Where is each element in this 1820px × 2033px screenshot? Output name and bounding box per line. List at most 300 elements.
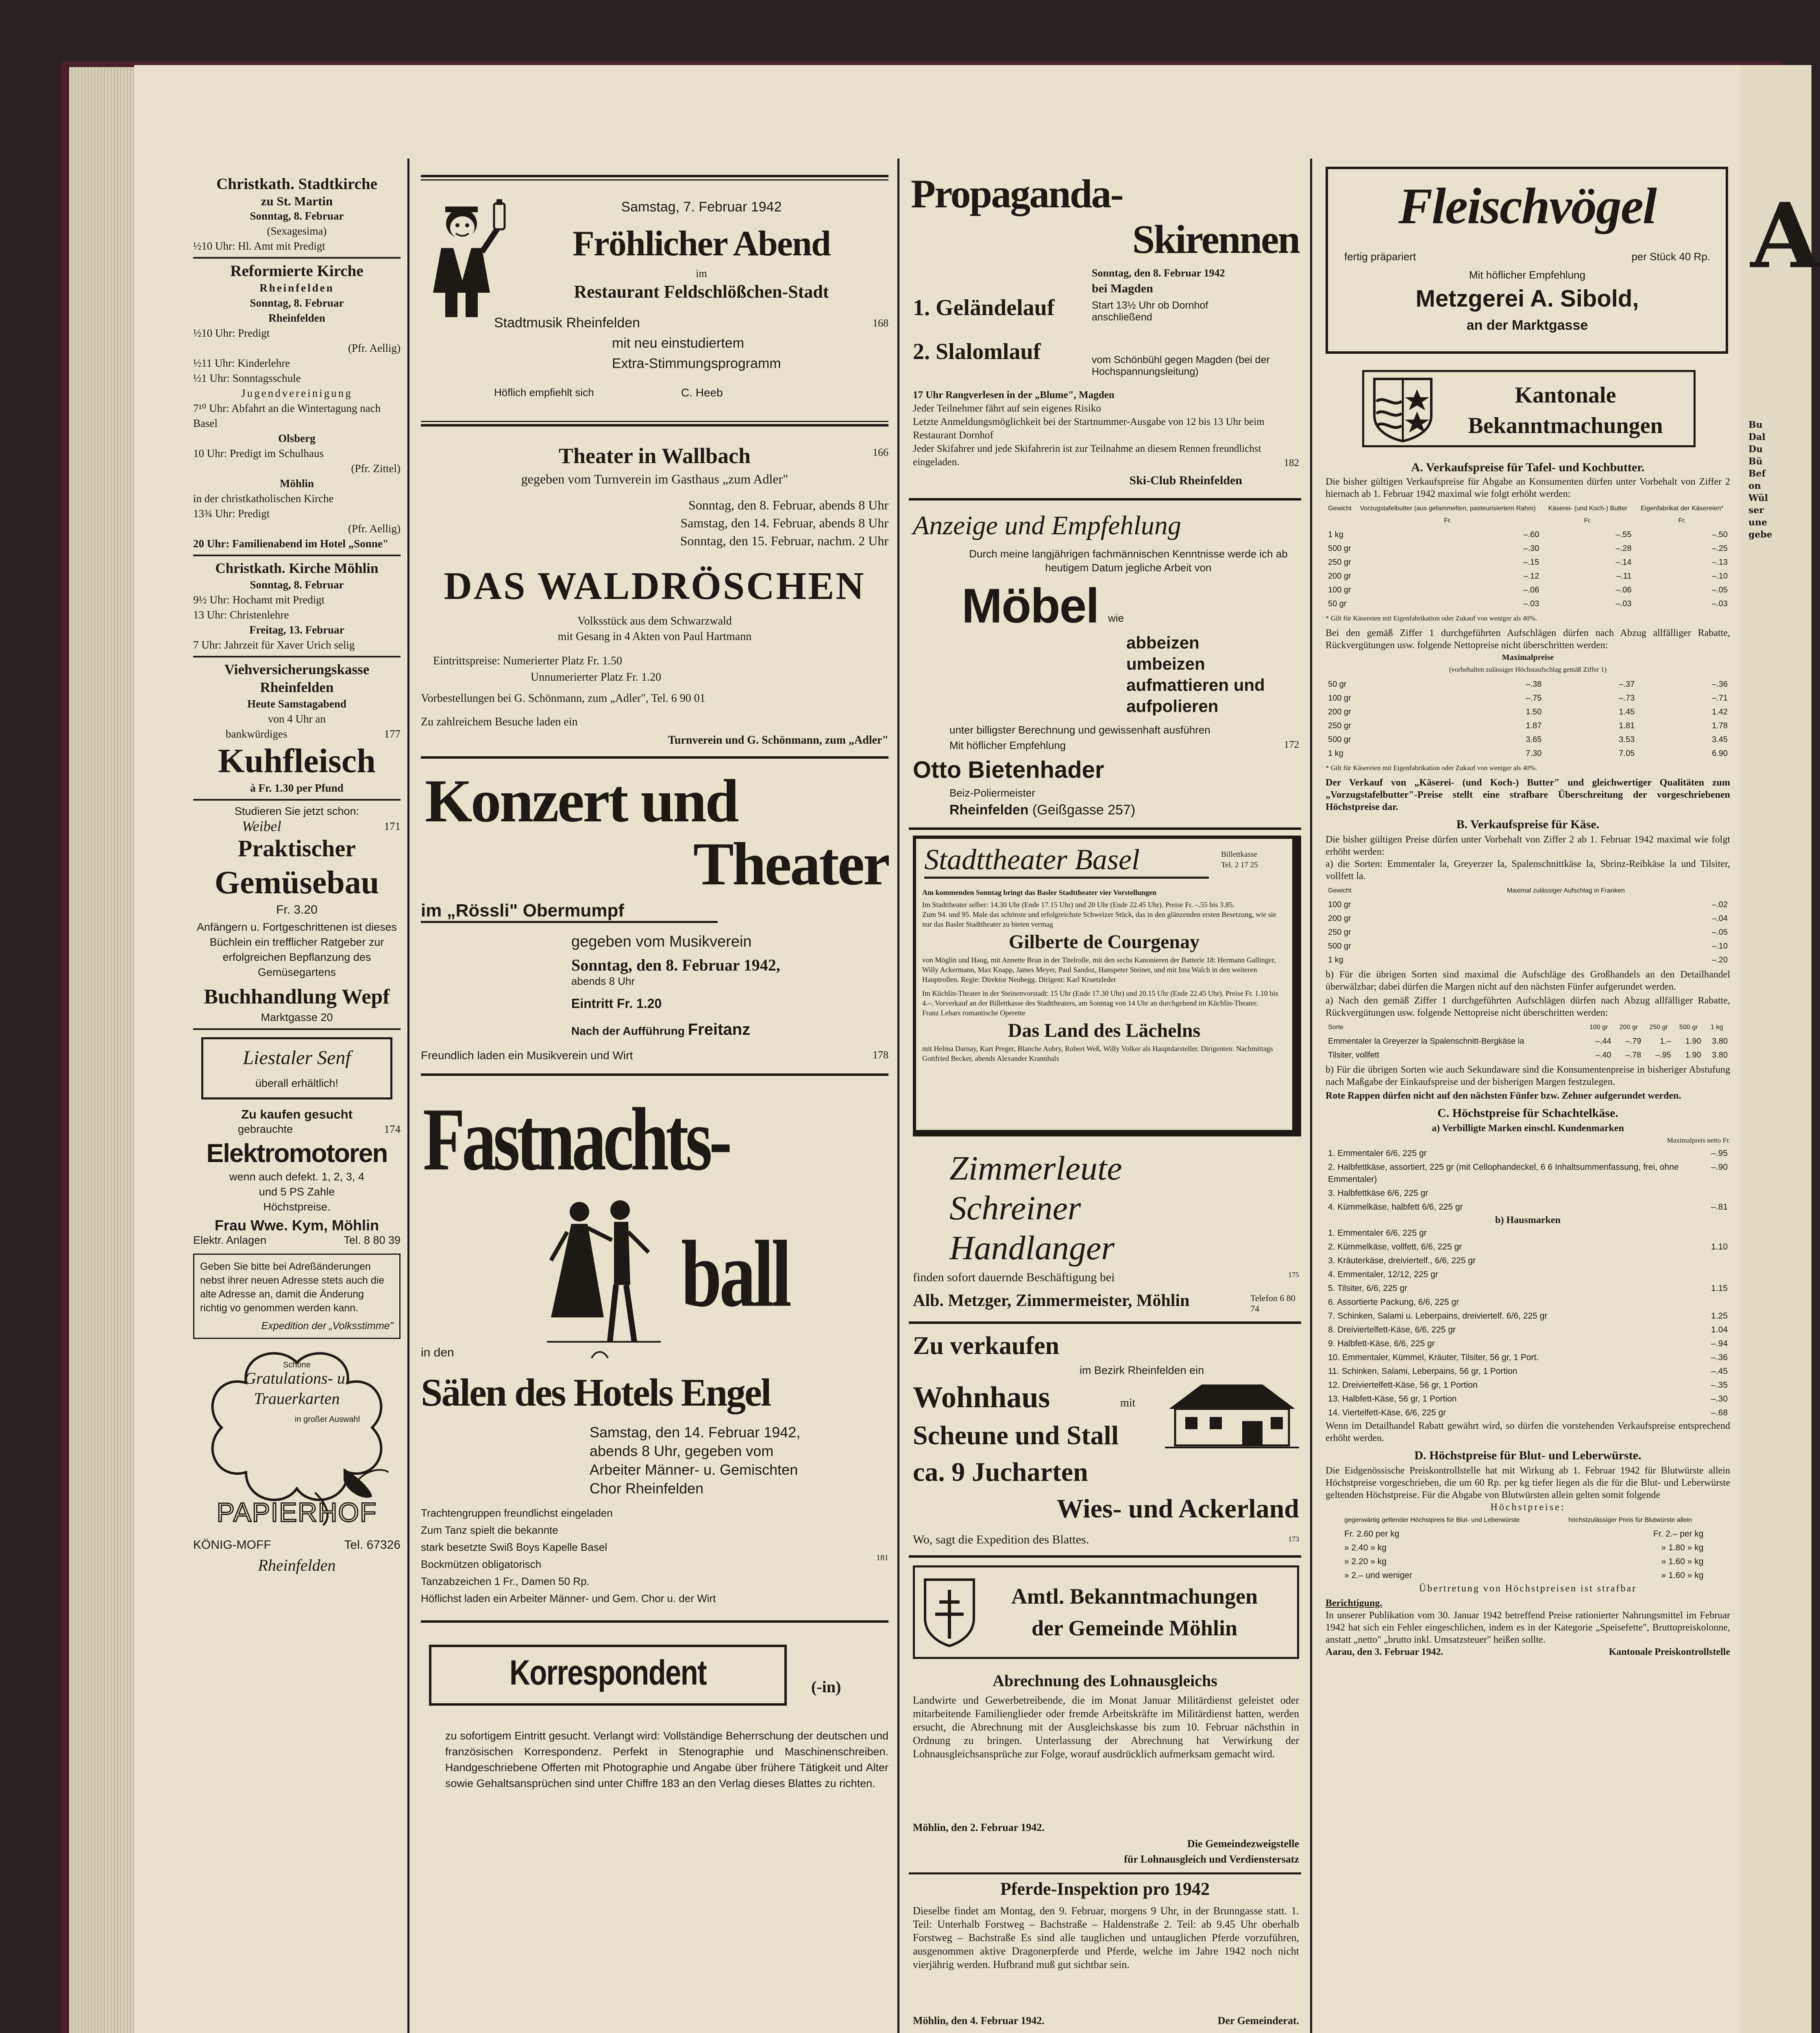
race: 2. Slalomlauf	[913, 339, 1041, 364]
heading: Christkath. Kirche Möhlin	[215, 560, 379, 576]
table-row	[1342, 1541, 1706, 1555]
text-fragment: Du	[1748, 444, 1763, 455]
table-cell: 250 gr	[1328, 558, 1351, 567]
text-fragment: ser	[1748, 505, 1764, 516]
text-line: gegeben vom Turnverein im Gasthaus „zum Adler"	[521, 472, 788, 486]
date: Sonntag, 8. Februar	[250, 210, 344, 222]
table-row	[1326, 1365, 1730, 1378]
table-row	[1326, 1392, 1730, 1406]
dancing-couple-icon	[543, 1195, 661, 1366]
table-header-cell: höchstzulässiger Preis für Blutwürste allein	[1568, 1517, 1692, 1524]
notice-text: Geben Sie bitte bei Adreßänderungen nebst ihrer neuen Adresse stets auch die alte Adresse an, damit die Änderung richtig vo genommen werden kann.	[200, 1261, 385, 1314]
service-line: 13 Uhr: Christenlehre	[193, 609, 289, 621]
table-cell: –.36	[1712, 680, 1728, 689]
table-cell: –.95	[1711, 1149, 1728, 1158]
text-line: abends 8 Uhr	[571, 975, 635, 987]
headline: Liestaler Senf	[243, 1047, 351, 1069]
table-cell: Fr. 2.– per kg	[1653, 1529, 1704, 1539]
text-fragment: Wül	[1748, 493, 1768, 503]
place: Rheinfelden	[268, 312, 325, 324]
price: Fr. 3.20	[276, 903, 318, 916]
ad-number: 172	[1284, 739, 1299, 750]
service-line: ½1 Uhr: Sonntagsschule	[193, 372, 301, 384]
subsection-title: Höchstpreise:	[1490, 1502, 1565, 1513]
table-cell: Tilsiter, vollfett	[1328, 1051, 1379, 1060]
table-cell: –.60	[1523, 530, 1539, 539]
author: Weibel	[242, 818, 281, 834]
table-caption: Maximalpreise	[1502, 653, 1554, 662]
signature: Kantonale Preiskontrollstelle	[1609, 1647, 1730, 1657]
table-cell: –.11	[1616, 572, 1632, 581]
play-title: Gilberte de Courgenay	[1008, 931, 1200, 953]
text-line: gebrauchte	[238, 1123, 293, 1135]
headline: Kuhfleisch	[218, 742, 376, 780]
butcher-ad-box	[1326, 167, 1728, 354]
service-item: umbeizen	[1126, 654, 1205, 673]
brand: PAPIERHOF	[216, 1497, 377, 1527]
job-list	[949, 1149, 1299, 1268]
table-cell: –.75	[1526, 694, 1542, 703]
table-header-row	[1326, 502, 1730, 528]
table-cell: 1.81	[1619, 721, 1635, 730]
facing-page-edge	[1740, 65, 1820, 2033]
text-fragment: Bü	[1748, 456, 1763, 467]
text-line: (-in)	[811, 1678, 841, 1696]
headline: Praktischer	[238, 835, 356, 862]
text-fragments	[1748, 419, 1772, 541]
text-line: Zu kaufen gesucht	[241, 1107, 353, 1121]
price-line: Eintrittspreise: Numerierter Platz Fr. 1.50	[433, 655, 623, 667]
paragraph: Übertretung von Höchstpreisen ist strafbar	[1419, 1583, 1637, 1594]
product: Möbel	[962, 579, 1099, 633]
subsection-title: a) Verbilligte Marken einschl. Kundenmarken	[1432, 1123, 1624, 1134]
table-cell: 13. Halbfett-Käse, 56 gr, 1 Portion	[1328, 1394, 1457, 1404]
table-cell: –.15	[1523, 558, 1539, 567]
table-row	[1326, 939, 1730, 953]
service-item: aufmattieren und	[1126, 675, 1265, 694]
table-cell	[1695, 1226, 1730, 1240]
table-cell: 7.30	[1526, 749, 1542, 758]
text-line: Am kommenden Sonntag bringt das Basler Stadttheater vier Vorstellungen	[922, 888, 1157, 897]
text-fragment: Bu	[1748, 420, 1763, 430]
text-line: überall erhältlich!	[255, 1077, 339, 1089]
table-cell: –.03	[1615, 599, 1632, 608]
table-cell: –.13	[1712, 558, 1728, 567]
table-cell: 1.90	[1685, 1051, 1701, 1060]
ad-number: 173	[1288, 1535, 1299, 1543]
text-line: wie	[1108, 612, 1124, 624]
play-title: Das Land des Lächelns	[1008, 1020, 1201, 1041]
headline: Anzeige und Empfehlung	[913, 511, 1181, 540]
date: Freitag, 13. Februar	[249, 624, 344, 636]
column-rule	[897, 159, 899, 2033]
address: an der Marktgasse	[1466, 318, 1588, 333]
text-line: Schöne	[283, 1360, 311, 1369]
table-row	[1342, 1527, 1706, 1541]
price: à Fr. 1.30 per Pfund	[250, 782, 344, 794]
table-cell: 1.87	[1526, 721, 1542, 730]
table-cell: –.04	[1712, 914, 1728, 923]
service-line: 7¹⁰ Uhr: Abfahrt an die Wintertagung nach Basel	[193, 402, 381, 429]
subsection-title: b) Hausmarken	[1495, 1215, 1561, 1225]
table-cell: –.50	[1712, 530, 1728, 539]
ad-number: 174	[384, 1123, 401, 1135]
text-line: Chor Rheinfelden	[590, 1480, 704, 1497]
text-line: Start 13½ Uhr ob Dornhof anschließend	[1092, 300, 1208, 323]
newspaper-page	[134, 65, 1740, 2033]
firm: Frau Wwe. Kym, Möhlin	[214, 1217, 379, 1234]
divider	[421, 756, 888, 759]
text-line: in den	[421, 1346, 454, 1359]
event-title: Propaganda-	[911, 171, 1123, 216]
table-cell: 9. Halbfett-Käse, 6/6, 225 gr	[1328, 1339, 1435, 1348]
text-line: unter billigster Berechnung und gewissenhaft ausführen	[949, 724, 1210, 736]
table-cell: –.38	[1526, 680, 1542, 689]
event-title: Theater in Wallbach	[558, 444, 751, 468]
headline: Gratulations- u.	[244, 1369, 349, 1387]
table-cell: 1.45	[1619, 707, 1635, 716]
table-row	[1326, 1337, 1730, 1351]
ad-number: 181	[876, 1553, 888, 1562]
date-line: Samstag, den 14. Februar 1942,	[590, 1424, 801, 1441]
address: (Geißgasse 257)	[1032, 802, 1136, 818]
table-cell: –.28	[1615, 544, 1632, 553]
table-cell: 3.65	[1526, 735, 1542, 744]
text-line: Zum Tanz spielt die bekannte	[421, 1524, 558, 1536]
job-item: Schreiner	[949, 1189, 1081, 1227]
table-row	[1326, 912, 1730, 925]
product: Fleischvögel	[1398, 178, 1656, 235]
notice-text: Dieselbe findet am Montag, den 9. Februar, morgens 9 Uhr, in der Brunngasse statt. 1. Teil: Unterhalb Forstweg – Bachstraße – Haldenstraße 2. Teil: ab 9.45 Uhr oberhalb Forstweg – Bachstraße Es sind alle tauglichen und untauglichen Pferde vorzuführen, ausgenommen aktive Dragonerpferde und Pferde, welche im Jahre 1942 noch nicht vierjährig werden. Hufbrand muß gut sichtbar sein.	[913, 1905, 1299, 1970]
race: 1. Geländelauf	[913, 295, 1055, 320]
table-cell: 4. Emmentaler, 12/12, 225 gr	[1328, 1270, 1438, 1279]
church-and-ads-column	[193, 175, 401, 2033]
text-line: Jeder Teilnehmer fährt auf sein eigenes Risiko	[913, 403, 1101, 414]
performance-dates	[543, 496, 888, 550]
paragraph: Wenn im Detailhandel Rabatt gewährt wird, so dürfen die vorstehenden Verkaufspreise entsprechend erhöht werden.	[1326, 1421, 1730, 1443]
table-cell: –.14	[1615, 558, 1632, 567]
table-cell: 3.53	[1619, 735, 1635, 744]
price-regulations	[1326, 459, 1730, 1658]
paragraph: Der Verkauf von „Käserei- (und Koch-) Butter" und gleichwertiger Qualitäten zum „Vorzugstafelbutter"-Preise stellt eine strafbare Überschreitung der vorgeschriebenen Höchstpreise dar.	[1326, 777, 1730, 812]
pastor: (Pfr. Aellig)	[348, 522, 401, 535]
table-cell: –.95	[1655, 1051, 1671, 1060]
date-line: Möhlin, den 4. Februar 1942.	[913, 2015, 1045, 2026]
table-cell: 250 gr	[1328, 721, 1351, 730]
event-title: ball	[681, 1221, 790, 1327]
table-header-cell: 500 gr	[1679, 1024, 1698, 1031]
column-rule	[407, 159, 409, 2033]
text-line: Arbeiter Männer- u. Gemischten	[590, 1461, 798, 1478]
table-row	[1326, 1295, 1730, 1309]
text-line: Heute Samstagabend	[247, 698, 346, 710]
job-item: Zimmerleute	[949, 1149, 1122, 1187]
headline: Amtl. Bekanntmachungen	[1011, 1584, 1258, 1609]
divider	[421, 1073, 888, 1076]
event-title: Fastnachts-	[423, 1089, 729, 1189]
footnote: * Gilt für Käsereien mit Eigenfabrikation oder Zukauf von weniger als 40%.	[1326, 614, 1537, 622]
cheese-net-price-table	[1326, 1021, 1730, 1062]
text-line: Bockmützen obligatorisch	[421, 1558, 542, 1570]
table-row	[1326, 1323, 1730, 1337]
address: Rheinfelden	[949, 802, 1029, 818]
table-row	[1326, 1034, 1730, 1048]
table-cell: 250 gr	[1328, 928, 1351, 937]
price-line: Eintritt Fr. 1.20	[571, 996, 662, 1011]
table-row	[1326, 597, 1730, 611]
table-cell: –.45	[1711, 1367, 1728, 1376]
place: Möhlin	[279, 477, 314, 490]
service-line: Jugendvereinigung	[241, 387, 353, 399]
phone: Telefon 6 80 74	[1250, 1293, 1295, 1314]
table-cell: 200 gr	[1328, 707, 1351, 716]
table-cell: –.02	[1712, 900, 1728, 909]
table-row	[1326, 925, 1730, 939]
table-cell: 100 gr	[1328, 694, 1351, 703]
table-row	[1326, 705, 1730, 719]
official-notice-header	[913, 1565, 1299, 1659]
signature: für Lohnausgleich und Verdienstersatz	[1124, 1853, 1299, 1865]
signature: Freundlich laden ein Musikverein und Wirt	[421, 1049, 633, 1062]
table-cell	[1695, 1295, 1730, 1309]
event-title: Fröhlicher Abend	[573, 224, 830, 263]
description: wenn auch defekt. 1, 2, 3, 4 und 5 PS Zahle Höchstpreise.	[229, 1171, 364, 1213]
table-header-cell: Gewicht	[1328, 505, 1352, 512]
paragraph: Die bisher gültigen Preise dürfen unter Vorbehalt von Ziffer 2 ab 1. Februar 1942 maximal wie folgt erhöht werden:	[1326, 834, 1730, 857]
table-cell: 1.42	[1712, 707, 1728, 716]
sausage-price-table	[1342, 1513, 1706, 1582]
text-line: mit Gesang in 4 Akten von Paul Hartmann	[557, 630, 752, 643]
divider	[193, 1028, 401, 1030]
subheading: Rheinfelden	[259, 282, 334, 294]
phone: Tel. 8 80 39	[344, 1234, 401, 1246]
table-row	[1326, 953, 1730, 967]
table-row	[1342, 1569, 1706, 1582]
service-line: 7 Uhr: Jahrzeit für Xaver Urich selig	[193, 639, 355, 651]
table-header-cell: Maximal zulässiger Aufschlag in Franken	[1507, 887, 1625, 894]
table-header-row	[1326, 884, 1730, 898]
text-line: mit	[1120, 1397, 1136, 1409]
table-cell: 12. Dreiviertelfett-Käse, 56 gr, 1 Portion	[1328, 1380, 1478, 1390]
table-row	[1326, 719, 1730, 733]
table-row	[1326, 898, 1730, 912]
phone: Tel. 2 17 25	[1221, 861, 1258, 869]
table-cell: » 1.60 » kg	[1661, 1571, 1704, 1580]
papierhof-ad	[193, 1346, 401, 1586]
date-line: Aarau, den 3. Februar 1942.	[1326, 1647, 1443, 1657]
headline: Zu verkaufen	[913, 1332, 1059, 1360]
table-cell: 1.90	[1685, 1037, 1701, 1046]
table-cell: » 1.60 » kg	[1661, 1557, 1704, 1566]
job-title: Korrespondent	[509, 1653, 707, 1692]
table-cell: –.78	[1625, 1051, 1641, 1060]
text-line: Jeder Skifahrer und jede Skifahrerin ist zur Teilnahme an diesem Rennen freundlichst eingeladen.	[913, 443, 1261, 468]
section-title: B. Verkaufspreise für Käse.	[1456, 818, 1600, 831]
event-title: Konzert und	[425, 767, 738, 835]
text-line: Mit höflicher Empfehlung	[1469, 269, 1586, 281]
table-cell: –.37	[1619, 680, 1635, 689]
play-title: DAS WALDRÖSCHEN	[444, 564, 866, 607]
heading: Reformierte Kirche	[230, 262, 364, 280]
table-cell: 200 gr	[1328, 914, 1351, 923]
table-cell: –.73	[1619, 694, 1635, 703]
table-header-cell: 100 gr	[1589, 1024, 1608, 1031]
table-cell: –.03	[1712, 599, 1728, 608]
table-row	[1326, 1406, 1730, 1420]
text-line: fertig präpariert	[1344, 250, 1416, 263]
table-cell: 1.78	[1712, 721, 1728, 730]
address: Marktgasse 20	[261, 1011, 333, 1023]
table-cell: –.36	[1711, 1353, 1728, 1362]
table-row	[1326, 528, 1730, 542]
paragraph: Rote Rappen dürfen nicht auf den nächsten Fünfer bzw. Zehner aufgerundet werden.	[1326, 1091, 1681, 1101]
table-cell: 50 gr	[1328, 599, 1347, 608]
table-row	[1326, 1351, 1730, 1365]
section-title: C. Höchstpreise für Schachtelkäse.	[1437, 1106, 1618, 1120]
text-line: Tanzabzeichen 1 Fr., Damen 50 Rp.	[421, 1575, 590, 1587]
table-cell: –.35	[1711, 1380, 1728, 1390]
phone: Tel. 67326	[344, 1538, 401, 1552]
text-line: Extra-Stimmungsprogramm	[612, 356, 781, 371]
text-line: 17 Uhr Rangverlesen in der „Blume", Magden	[913, 390, 1115, 401]
address-change-notice	[193, 1254, 401, 1339]
text-line: mit Helma Darnay, Kurt Preger, Blanche Aubry, Robert Weß, Willy Volker als Hauptdarsteller. Dirigenten: Nachmittags Gottfried Becker, abends Alexander Krannhals	[922, 1045, 1273, 1062]
table-cell: 100 gr	[1328, 586, 1351, 594]
table-row	[1326, 1200, 1730, 1214]
text-line: Wo, sagt die Expedition des Blattes.	[913, 1533, 1089, 1546]
table-header: Maximalpreis netto Fr.	[1667, 1136, 1730, 1144]
text-line: Zu zahlreichem Besuche laden ein	[421, 716, 578, 728]
table-cell: » 2.– und weniger	[1344, 1571, 1412, 1580]
senf-ad-box	[201, 1037, 392, 1099]
text-line: Durch meine langjährigen fachmännischen Kenntnisse werde ich ab heutigem Datum jegliche Arbeit von	[969, 548, 1288, 574]
table-cell: 2. Halbfettkäse, assortiert, 225 gr (mit Cellophandeckel, 6 6 Inhaltsummenfassung, frei, ohne Emmentaler)	[1328, 1162, 1679, 1184]
date: Sonntag, 8. Februar	[250, 297, 344, 309]
house-brand-table	[1326, 1226, 1730, 1420]
table-row	[1326, 1160, 1730, 1186]
text-line: Im Küchlin-Theater in der Steinenvorstadt: 15 Uhr (Ende 17.30 Uhr) und 20.15 Uhr (Ende 22.45 Uhr). Preise Fr. 1.10 bis 4.–. Vorverkauf an der Billettkasse des Stadttheaters, am Sonntag von 14 Uhr an durchgehend im Küchlin-Theater.	[922, 989, 1278, 1007]
table-cell: –.81	[1711, 1202, 1728, 1212]
table-cell: 100 gr	[1328, 900, 1351, 909]
divider	[909, 827, 1301, 830]
table-row	[1326, 583, 1730, 597]
table-row	[1326, 542, 1730, 555]
owner: Otto Bietenhader	[913, 757, 1104, 783]
table-cell: 1. Emmentaler 6/6, 225 gr	[1328, 1149, 1427, 1158]
table-header-cell: Sorte	[1328, 1024, 1344, 1031]
section-title: A. Verkaufspreise für Tafel- und Kochbutter.	[1411, 461, 1645, 474]
ads-column	[909, 173, 1301, 2033]
table-cell: –.40	[1595, 1051, 1611, 1060]
headline: Wies- und Ackerland	[1056, 1494, 1299, 1524]
notice-title: Abrechnung des Lohnausgleichs	[993, 1672, 1217, 1690]
headline: Wohnhaus	[913, 1381, 1050, 1414]
text-line: von 4 Uhr an	[268, 713, 326, 725]
divider	[909, 1872, 1301, 1874]
table-row	[1326, 1378, 1730, 1392]
text-line: Im Stadttheater selber: 14.30 Uhr (Ende 17.15 Uhr) und 20 Uhr (Ende 22.45 Uhr). Preise Fr. –.55 bis 3.85.	[922, 901, 1234, 909]
theater-ad-box	[913, 836, 1301, 1136]
text-line: Elektr. Anlagen	[193, 1234, 267, 1246]
text-line: bankwürdiges	[226, 728, 287, 740]
table-cell: –.90	[1711, 1162, 1728, 1172]
headline: Trauerkarten	[254, 1389, 340, 1408]
ad-number: 171	[384, 820, 401, 832]
ad-number: 166	[873, 446, 888, 458]
butter-price-table	[1326, 502, 1730, 611]
table-cell: 2. Kümmelkäse, vollfett, 6/6, 225 gr	[1328, 1242, 1462, 1252]
ski-details	[913, 388, 1299, 469]
firm: Metzgerei A. Sibold,	[1415, 285, 1639, 312]
table-row	[1326, 747, 1730, 760]
venue: Restaurant Feldschlößchen-Stadt	[574, 282, 829, 302]
table-cell: 1 kg	[1328, 956, 1343, 964]
headline: ca. 9 Jucharten	[913, 1457, 1088, 1487]
table-cell: 8. Dreiviertelfett-Käse, 6/6, 225 gr	[1328, 1325, 1456, 1334]
divider	[193, 257, 401, 259]
table-cell: Fr. 2.60 per kg	[1344, 1529, 1400, 1539]
service-line: in der christkatholischen Kirche	[193, 492, 334, 505]
divider	[909, 1321, 1301, 1324]
table-cell	[1709, 1186, 1730, 1200]
table-cell: 1.25	[1711, 1311, 1728, 1321]
table-row	[1326, 1254, 1730, 1268]
text-line: Beiz-Poliermeister	[949, 787, 1035, 799]
notice-text: Landwirte und Gewerbetreibende, die im Monat Januar Militärdienst geleistet oder mitarbeitende Familienglieder oder fremde Arbeitskräfte im Militärdienst hatten, werden ersucht, die Abrechnung mit der Ausgleichskasse bis zum 10. Februar nächsthin in Ordnung zu bringen. Unterlassung der Abrechnung hat Verwirkung der Lohnausgleichsansprüche zur Folge, worauf ausdrücklich aufmerksam gemacht wird.	[913, 1694, 1299, 1760]
events-column	[421, 175, 888, 2033]
table-cell: –.06	[1523, 586, 1539, 594]
divider	[193, 799, 401, 801]
headline: Kantonale	[1515, 383, 1616, 408]
ad-number: 175	[1288, 1271, 1299, 1279]
service-line: 13¾ Uhr: Predigt	[193, 507, 270, 520]
divider	[193, 555, 401, 556]
service-line: ½10 Uhr: Predigt	[193, 327, 270, 339]
table-cell: 3. Halbfettkäse 6/6, 225 gr	[1328, 1188, 1428, 1198]
section-title: D. Höchstpreise für Blut- und Leberwürste.	[1414, 1449, 1641, 1462]
text-line: stark besetzte Swiß Boys Kapelle Basel	[421, 1541, 607, 1553]
coat-of-arms-icon	[923, 1578, 976, 1647]
table-cell	[1695, 1268, 1730, 1282]
text-line: in großer Auswahl	[294, 1415, 360, 1424]
double-rule	[421, 175, 888, 181]
cheese-surcharge-table	[1326, 884, 1730, 967]
headline: Elektromotoren	[206, 1138, 388, 1168]
table-cell: –.10	[1712, 942, 1728, 951]
table-cell: 500 gr	[1328, 942, 1351, 951]
table-row	[1326, 733, 1730, 747]
table-cell: 1.50	[1526, 707, 1542, 716]
signature: Die Gemeindezweigstelle	[1187, 1838, 1299, 1850]
table-cell: 1.04	[1711, 1325, 1728, 1334]
table-cell: 7.05	[1619, 749, 1635, 758]
text-line: Freitanz	[688, 1021, 751, 1038]
venue: Sälen des Hotels Engel	[421, 1371, 771, 1414]
table-cell: 1 kg	[1328, 530, 1343, 539]
table-cell: 50 gr	[1328, 680, 1347, 689]
table-cell: 1 kg	[1328, 749, 1343, 758]
event-title: Skirennen	[1132, 217, 1299, 262]
table-cell: 1.–	[1660, 1037, 1671, 1046]
divider	[909, 1555, 1301, 1558]
text-line: Trachtengruppen freundlichst eingeladen	[421, 1507, 613, 1519]
text-line: von Möglin und Haug, mit Annette Brun in der Titelrolle, mit den sechs Kanonieren der Batterie 18: Hermann Gallinger, Willy Ackermann, Max Knapp, James Meyer, Paul Sandoz, Hanspeter Steiner, und mit Ima Walch in den weiteren Hauptrollen. Regie: Direktor Neubegg. Dirigent: Karl Kruetzleder	[922, 956, 1276, 984]
paragraph: a) die Sorten: Emmentaler la, Greyerzer la, Spalenschnittkäse la, Sbrinz-Reibkäse la und Tilsiter, vollfett la.	[1326, 859, 1730, 882]
paragraph: a) Nach den gemäß Ziffer 1 durchgeführten Aufschlägen dürfen nach Abzug allfälliger Rabatte, Rückvergütungen usw. folgende Nettopreise nicht überschritten werden:	[1326, 995, 1730, 1018]
service-line: ½11 Uhr: Kinderlehre	[193, 357, 290, 369]
table-cell: –.05	[1712, 928, 1728, 937]
table-cell: 3.80	[1712, 1051, 1728, 1060]
